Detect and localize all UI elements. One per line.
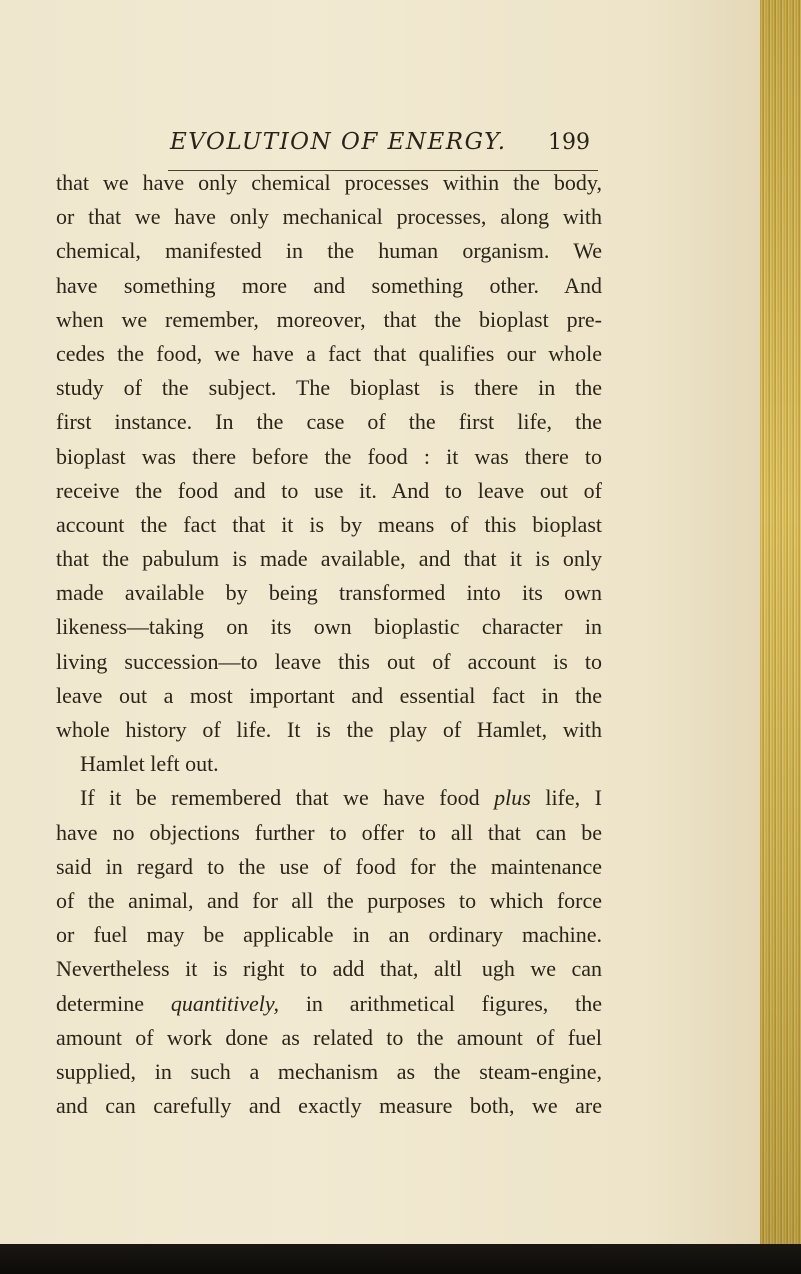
- running-head: [0, 124, 760, 164]
- text-line: have no objections further to offer to all that can be: [56, 819, 602, 845]
- text-line: cedes the food, we have a fact that qualifies our whole: [56, 340, 602, 366]
- bottom-shadow: [0, 1244, 801, 1274]
- text-line: bioplast was there before the food : it was there to: [56, 443, 602, 469]
- text-line: study of the subject. The bioplast is there in the: [56, 375, 602, 401]
- text-line: receive the food and to use it. And to leave out of: [56, 477, 602, 503]
- text-run: life, I: [530, 785, 602, 811]
- text-line: Nevertheless it is right to add that, altl ugh we can: [56, 956, 602, 982]
- text-line: account the fact that it is by means of this bioplast: [56, 511, 602, 537]
- text-line: that we have only chemical processes within the body,: [56, 170, 602, 195]
- text-line: amount of work done as related to the amount of fuel: [56, 1024, 602, 1050]
- text-line: or fuel may be applicable in an ordinary machine.: [56, 922, 602, 948]
- text-run: If it be remembered that we have food: [80, 785, 495, 811]
- italic-word: quantitively,: [170, 990, 279, 1016]
- text-run: determine: [56, 990, 171, 1016]
- italic-word: plus: [494, 785, 531, 811]
- body-text: [56, 166, 602, 1123]
- text-line: made available by being transformed into its own: [56, 580, 602, 606]
- text-line: that the pabulum is made available, and that it is only: [56, 546, 602, 572]
- text-line: leave out a most important and essential fact in the: [56, 682, 602, 708]
- text-run: in arithmetical figures, the: [278, 990, 602, 1016]
- text-line: of the animal, and for all the purposes to which force: [56, 887, 602, 913]
- text-line: chemical, manifested in the human organism. We: [56, 238, 602, 264]
- text-line: and can carefully and exactly measure both, we are: [56, 1093, 602, 1119]
- text-line: said in regard to the use of food for the maintenance: [56, 853, 602, 879]
- paragraph-start-line: [56, 781, 602, 815]
- text-line: [56, 987, 602, 1021]
- text-line: supplied, in such a mechanism as the steam-engine,: [56, 1058, 602, 1084]
- page-number: 199: [548, 130, 590, 155]
- text-line: living succession—to leave this out of account is to: [56, 648, 602, 674]
- paragraph-end-line: Hamlet left out.: [80, 751, 219, 777]
- gilt-page-edges: [760, 0, 801, 1274]
- text-line: whole history of life. It is the play of Hamlet, with: [56, 717, 602, 742]
- text-line: likeness—taking on its own bioplastic character in: [56, 614, 602, 640]
- running-title: EVOLUTION OF ENERGY.: [170, 129, 507, 155]
- text-line: when we remember, moreover, that the bioplast pre-: [56, 306, 602, 332]
- text-line: have something more and something other. And: [56, 272, 602, 298]
- text-line: first instance. In the case of the first life, the: [56, 409, 602, 435]
- text-line: or that we have only mechanical processes, along with: [56, 204, 602, 230]
